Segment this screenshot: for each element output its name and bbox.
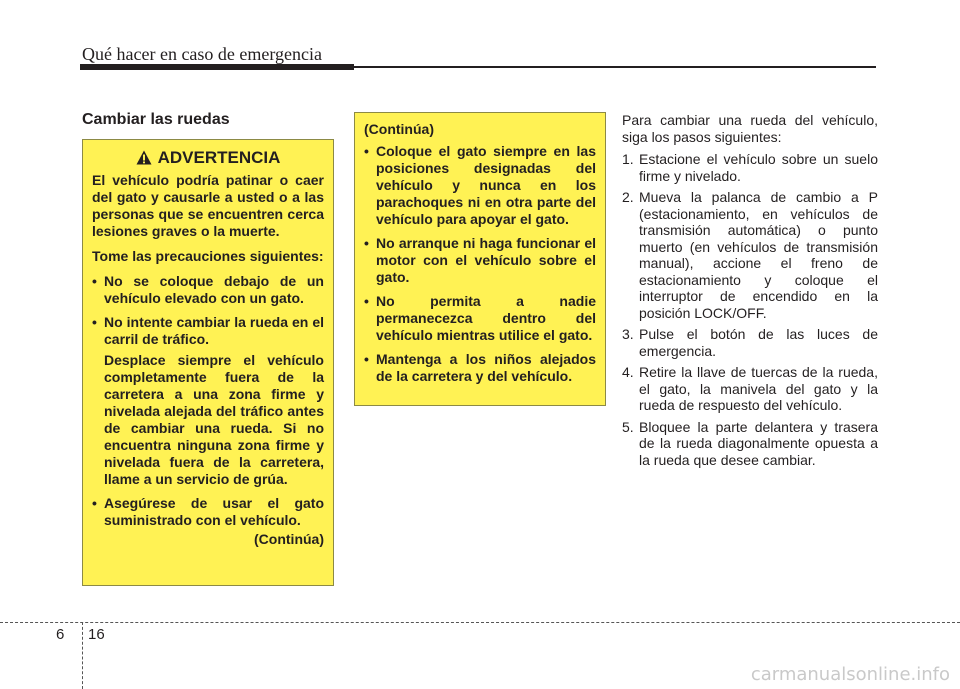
bullet-icon: •	[364, 235, 369, 251]
header-bar	[80, 64, 354, 70]
footer-divider	[0, 622, 960, 623]
list-item	[364, 235, 596, 286]
bullet-icon: •	[92, 495, 97, 511]
page-number: 16	[88, 626, 105, 643]
bullet-icon: •	[92, 314, 97, 330]
list-item	[92, 314, 324, 348]
warning-box-2	[354, 112, 606, 406]
list-item-text: No permita a nadie permanecezca dentro del vehículo mientras utilice el gato.	[376, 293, 596, 343]
list-item-text: Mantenga a los niños alejados de la carretera y del vehículo.	[376, 351, 596, 384]
list-item	[364, 143, 596, 228]
list-item	[364, 351, 596, 385]
step-text: Pulse el botón de las luces de emergencia.	[639, 326, 878, 359]
bullet-icon: •	[364, 293, 369, 309]
list-item	[622, 419, 878, 469]
section-title: Cambiar las ruedas	[82, 111, 230, 128]
bullet-icon: •	[364, 351, 369, 367]
watermark: carmanualsonline.info	[750, 664, 950, 685]
list-item-text: No se coloque debajo de un vehículo elevado con un gato.	[104, 273, 324, 306]
step-number: 2.	[622, 189, 634, 205]
warning-triangle-icon	[136, 150, 152, 165]
continued-label: (Continúa)	[364, 121, 434, 137]
bullet-icon: •	[92, 273, 97, 289]
list-item	[92, 273, 324, 307]
warning-heading-text: ADVERTENCIA	[157, 148, 281, 167]
bullet-icon: •	[364, 143, 369, 159]
step-number: 1.	[622, 151, 634, 167]
list-item-text: No arranque ni haga funcionar el motor con el vehículo sobre el gato.	[376, 235, 596, 285]
list-item	[92, 495, 324, 529]
list-item	[622, 364, 878, 414]
continues-label: (Continúa)	[254, 531, 324, 547]
step-text: Retire la llave de tuercas de la rueda, el gato, la manivela del gato y la rueda de respuesto del vehículo.	[639, 364, 878, 413]
warning-sub-paragraph: Desplace siempre el vehículo completamente fuera de la carretera a una zona firme y nivelada alejada del tráfico antes de cambiar una rueda. Si no encuentra ninguna zona firme y nivelada fuera de la carretera, llame a un servicio de grúa.	[104, 352, 324, 487]
step-text: Bloquee la parte delantera y trasera de la rueda diagonalmente opuesta a la rueda que desee cambiar.	[639, 418, 878, 468]
list-item	[364, 293, 596, 344]
steps-column	[622, 112, 878, 473]
warning-bullet-list-2	[92, 495, 324, 529]
step-number: 3.	[622, 326, 634, 342]
chapter-number: 6	[56, 626, 65, 643]
list-item	[622, 189, 878, 321]
warning-heading	[92, 149, 324, 166]
list-item	[622, 326, 878, 359]
warning-precautions: Tome las precauciones siguientes:	[92, 248, 324, 264]
steps-intro: Para cambiar una rueda del vehículo, siga los pasos siguientes:	[622, 112, 878, 145]
step-number: 4.	[622, 364, 634, 380]
warning-box-1	[82, 139, 334, 586]
list-item-text: No intente cambiar la rueda en el carril de tráfico.	[104, 314, 324, 347]
list-item-text: Asegúrese de usar el gato suministrado con el vehículo.	[104, 495, 324, 528]
chapter-title: Qué hacer en caso de emergencia	[82, 44, 323, 64]
footer-vertical-divider	[82, 622, 83, 689]
warning-bullet-list	[92, 273, 324, 348]
step-number: 5.	[622, 418, 634, 435]
steps-list	[622, 151, 878, 468]
warning-intro: El vehículo podría patinar o caer del gato y causarle a usted o a las personas que se encuentren cerca lesiones graves o la muerte.	[92, 172, 324, 239]
list-item	[622, 151, 878, 184]
step-text: Estacione el vehículo sobre un suelo firme y nivelado.	[639, 151, 878, 184]
step-text: Mueva la palanca de cambio a P (estacionamiento, en vehículos de transmisión automática) o punto muerto (en vehículos de transmisión manual), accione el freno de estacionamiento y coloque el interruptor de encendido en la posición LOCK/OFF.	[639, 189, 878, 321]
list-item-text: Coloque el gato siempre en las posiciones designadas del vehículo y nunca en los parachoques ni en otra parte del vehículo para apoyar el gato.	[376, 143, 596, 227]
warning-bullet-list-3	[364, 143, 596, 385]
